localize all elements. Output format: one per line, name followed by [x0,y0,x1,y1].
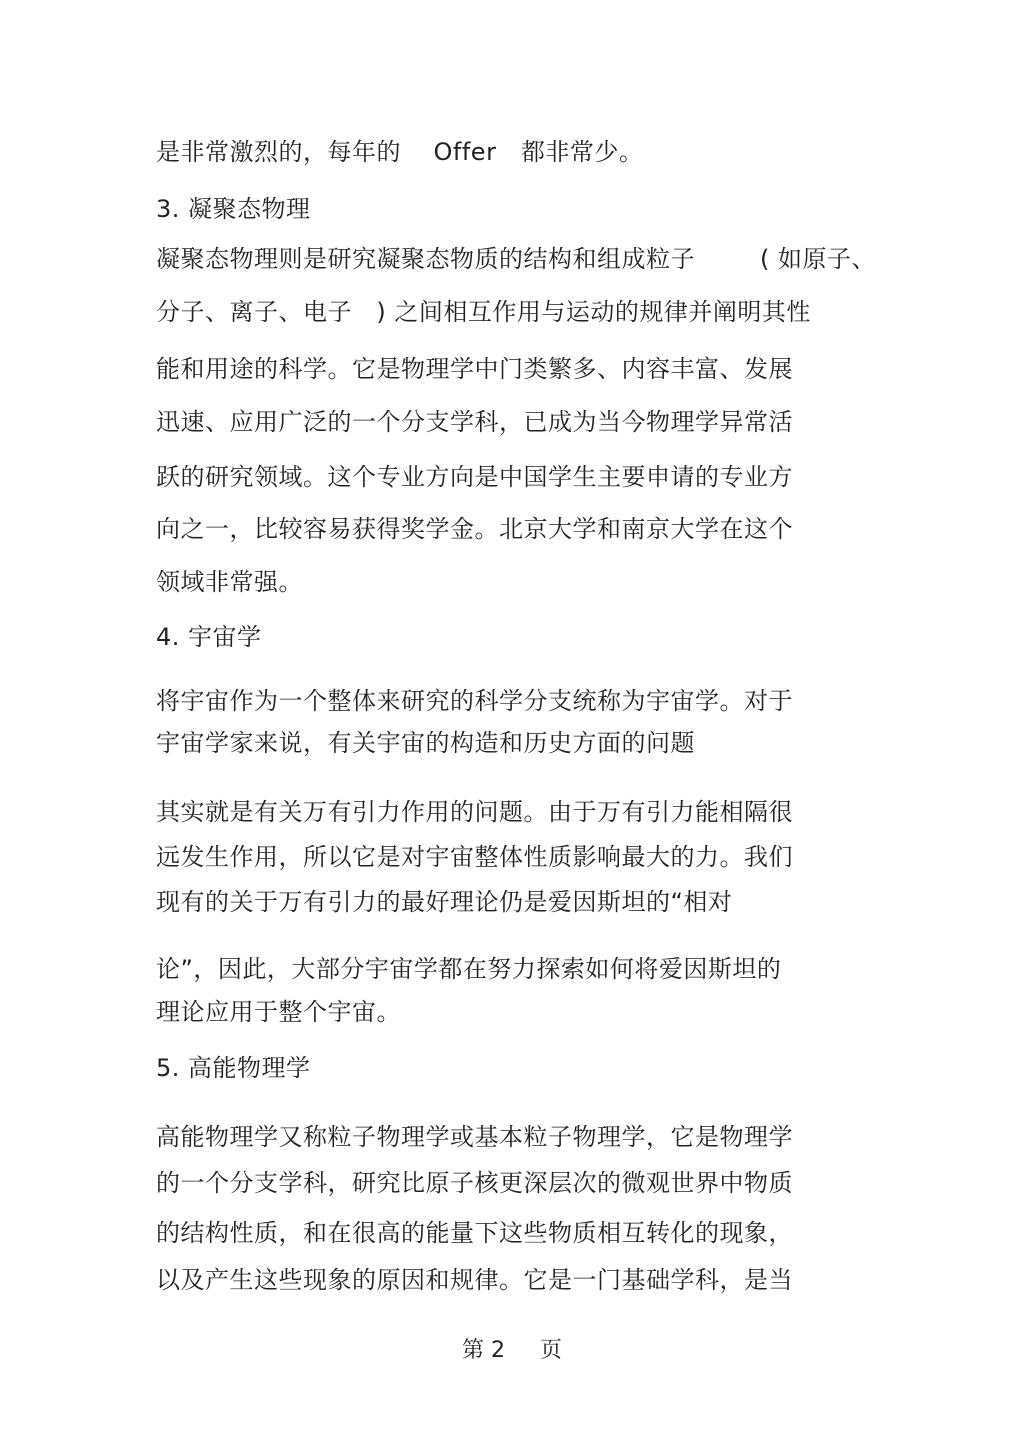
text-line: 现有的关于万有引力的最好理论仍是爱因斯坦的“相对 [156,888,733,916]
text-line: 论”，因此，大部分宇宙学都在努力探索如何将爱因斯坦的 [156,955,782,983]
text-line: 将宇宙作为一个整体来研究的科学分支统称为宇宙学。对于 [156,687,793,715]
text-line: 的结构性质，和在很高的能量下这些物质相互转化的现象， [156,1219,793,1247]
section-heading-high-energy-physics: 5. 高能物理学 [156,1054,311,1082]
text-line: 远发生作用，所以它是对宇宙整体性质影响最大的力。我们 [156,843,793,871]
section-heading-condensed-matter: 3. 凝聚态物理 [156,195,311,223]
text-line: 的一个分支学科，研究比原子核更深层次的微观世界中物质 [156,1169,793,1197]
text-line: 宇宙学家来说，有关宇宙的构造和历史方面的问题 [156,729,695,757]
text-line: 其实就是有关万有引力作用的问题。由于万有引力能相隔很 [156,798,793,826]
text-line: 分子、离子、电子 ) 之间相互作用与运动的规律并阐明其性 [156,298,811,326]
section-heading-cosmology: 4. 宇宙学 [156,623,262,651]
text-line: 是非常激烈的，每年的 Offer 都非常少。 [156,138,644,166]
text-line: 凝聚态物理则是研究凝聚态物质的结构和组成粒子 ( 如原子、 [156,245,877,273]
text-line: 高能物理学又称粒子物理学或基本粒子物理学，它是物理学 [156,1123,793,1151]
text-line: 能和用途的科学。它是物理学中门类繁多、内容丰富、发展 [156,355,793,383]
text-line: 理论应用于整个宇宙。 [156,998,401,1026]
page-number: 第 2 页 [462,1338,562,1363]
text-line: 跃的研究领域。这个专业方向是中国学生主要申请的专业方 [156,463,793,491]
text-line: 向之一，比较容易获得奖学金。北京大学和南京大学在这个 [156,515,793,543]
text-line: 领域非常强。 [156,568,303,596]
text-line: 以及产生这些现象的原因和规律。它是一门基础学科，是当 [156,1266,793,1294]
text-line: 迅速、应用广泛的一个分支学科，已成为当今物理学异常活 [156,408,793,436]
